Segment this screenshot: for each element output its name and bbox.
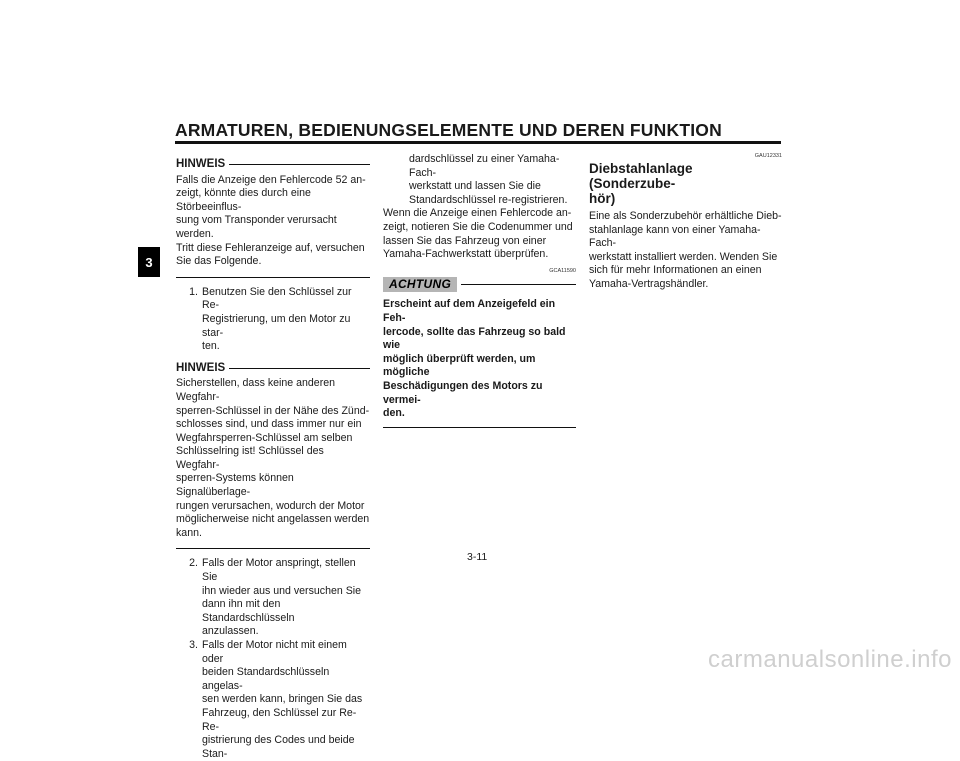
caution-line: Beschädigungen des Motors zu vermei- (383, 379, 543, 406)
step-line: sen werden kann, bringen Sie das (202, 693, 363, 706)
note-line: sperren-Schlüssel in der Nähe des Zünd- (176, 404, 370, 417)
step-line: gistrierung des Codes und beide Stan- (202, 734, 355, 760)
step-text (202, 557, 370, 639)
step-line: ten. (202, 340, 220, 353)
body-line: sich für mehr Informationen an einen (589, 264, 762, 277)
step-line: dardschlüssel zu einer Yamaha-Fach- (409, 153, 560, 179)
note-rule (229, 368, 370, 369)
step-line: Falls der Motor anspringt, stellen Sie (202, 557, 356, 584)
note-line: Schlüsselring ist! Schlüssel des Wegfahr- (176, 445, 324, 471)
column-2 (383, 153, 576, 428)
heading-line: Diebstahlanlage (Sonderzube- (589, 161, 693, 191)
note-line: Falls die Anzeige den Fehlercode 52 an- (176, 173, 366, 186)
note-line: Tritt diese Fehleranzeige auf, versuchen (176, 241, 365, 254)
note-label: HINWEIS (176, 158, 226, 170)
step-number: 2. (189, 557, 198, 570)
note-line: Sicherstellen, dass keine anderen Wegfahr- (176, 377, 336, 403)
caution-line: den. (383, 407, 405, 420)
heading-line: hör) (589, 191, 616, 206)
note-heading (176, 158, 370, 172)
chapter-tab: 3 (138, 247, 160, 277)
page-title: ARMATUREN, BEDIENUNGSELEMENTE UND DEREN FUNKTION (175, 120, 722, 140)
caution-heading (383, 277, 576, 293)
note-line: sperren-Systems können Signalüberlage- (176, 472, 294, 499)
caution-badge: ACHTUNG (383, 277, 457, 293)
note-line: rungen verursachen, wodurch der Motor (176, 499, 365, 512)
note-line: schlosses sind, und dass immer nur ein (176, 418, 362, 431)
note-line: Wegfahrsperren-Schlüssel am selben (176, 431, 353, 444)
step-text (202, 286, 370, 354)
step-line: werkstatt und lassen Sie die (409, 180, 541, 193)
note-line: möglicherweise nicht angelassen werden (176, 513, 370, 526)
note-line: zeigt, könnte dies durch eine Störbeeinflus- (176, 187, 311, 213)
note-line: Sie das Folgende. (176, 255, 262, 268)
page-number: 3-11 (467, 551, 488, 563)
watermark: carmanualsonline.info (708, 646, 952, 673)
step-line: ihn wieder aus und versuchen Sie (202, 584, 362, 597)
body-line: Wenn die Anzeige einen Fehlercode an- (383, 207, 572, 220)
body-line: lassen Sie das Fahrzeug von einer (383, 234, 547, 247)
caution-rule (461, 284, 576, 285)
note-end-rule (176, 548, 370, 549)
step-line: Standardschlüssel re-registrieren. (409, 193, 568, 206)
step-line: beiden Standardschlüsseln angelas- (202, 666, 330, 692)
title-rule (175, 141, 781, 144)
step-line: Benutzen Sie den Schlüssel zur Re- (202, 285, 352, 312)
caution-line: Erscheint auf dem Anzeigefeld ein Feh- (383, 298, 556, 324)
body-line: stahlanlage kann von einer Yamaha-Fach- (589, 223, 761, 250)
section-heading (589, 161, 782, 206)
caution-line: möglich überprüft werden, um mögliche (383, 352, 536, 379)
caution-ref-code: GCA11590 (549, 267, 576, 274)
body-line: zeigt, notieren Sie die Codenummer und (383, 220, 573, 233)
step-number: 1. (189, 285, 198, 298)
section-ref-code: GAU12331 (754, 153, 782, 159)
step-number: 3. (189, 639, 198, 651)
body-line: Eine als Sonderzubehör erhältliche Dieb- (589, 210, 782, 222)
body-line: Yamaha-Fachwerkstatt überprüfen. (383, 248, 549, 261)
column-3 (589, 153, 782, 292)
note-rule (229, 164, 370, 165)
body-line: Yamaha-Vertragshändler. (589, 277, 709, 290)
note-line: kann. (176, 526, 202, 539)
step-line: dann ihn mit den Standardschlüsseln (202, 598, 295, 624)
step-3-continuation (383, 153, 576, 207)
step-line: Falls der Motor nicht mit einem oder (202, 639, 347, 665)
note-heading (176, 362, 370, 376)
note-label: HINWEIS (176, 361, 226, 374)
note-line: sung vom Transponder verursacht werden. (176, 214, 337, 240)
body-line: werkstatt installiert werden. Wenden Sie (589, 250, 778, 263)
caution-text (383, 298, 576, 420)
caution-line: lercode, sollte das Fahrzeug so bald wie (383, 325, 566, 352)
note-end-rule (176, 277, 370, 278)
step-3 (176, 639, 370, 761)
step-line: Registrierung, um den Motor zu star- (202, 312, 351, 339)
column-1 (176, 158, 370, 761)
step-text (202, 639, 370, 761)
step-2 (176, 557, 370, 639)
caution-end-rule (383, 427, 576, 428)
step-line: Fahrzeug, den Schlüssel zur Re-Re- (202, 706, 357, 733)
step-line: anzulassen. (202, 625, 259, 638)
step-1 (176, 286, 370, 354)
